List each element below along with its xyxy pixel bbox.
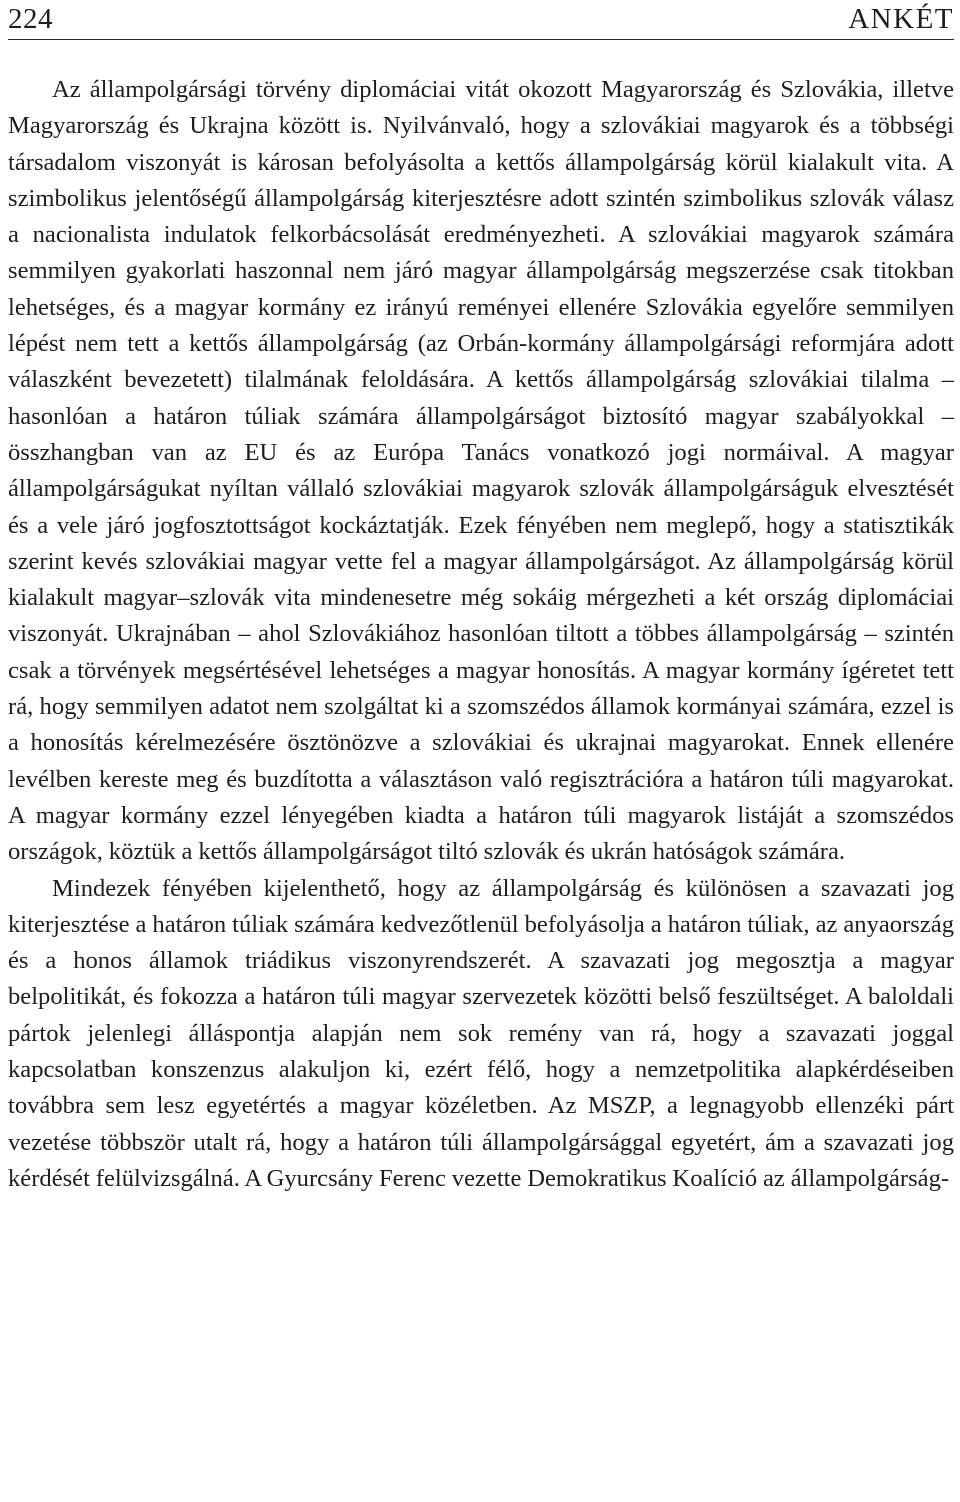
paragraph: Az állampolgársági törvény diplomáciai vitát okozott Magyarország és Szlovákia, illetve Magyarország és Ukrajna között is. Nyilvánvaló, hogy a szlovákiai magyarok és a többségi társadalom viszonyát is károsan befolyásolta a kettős állampolgárság körül kialakult vita. A szimbolikus jelentőségű állampolgárság kiterjesztésre adott szintén szimbolikus szlovák válasz a nacionalista indulatok felkorbácsolását eredményezheti. A szlovákiai magyarok számára semmilyen gyakorlati haszonnal nem járó magyar állampolgárság megszerzése csak titokban lehetséges, és a magyar kormány ez irányú reményei ellenére Szlovákia egyelőre semmilyen lépést nem tett a kettős állampolgárság (az Orbán-kormány állampolgársági reformjára adott válaszként bevezetett) tilalmának feloldására. A kettős állampolgárság szlovákiai tilalma – hasonlóan a határon túliak számára állampolgárságot biztosító magyar szabályokkal – összhangban van az EU és az Európa Tanács vonatkozó jogi normáival. A magyar állampolgárságukat nyíltan vállaló szlovákiai magyarok szlovák állampolgárságuk elvesztését és a vele járó jogfosztottságot kockáztatják. Ezek fényében nem meglepő, hogy a statisztikák szerint kevés szlovákiai magyar vette fel a magyar állampolgárságot. Az állampolgárság körül kialakult magyar–szlovák vita mindenesetre még sokáig mérgezheti a két ország diplomáciai viszonyát. Ukrajnában – ahol Szlovákiához hasonlóan tiltott a többes állampolgárság – szintén csak a törvények megsértésével lehetséges a magyar honosítás. A magyar kormány ígéretet tett rá, hogy semmilyen adatot nem szolgáltat ki a szomszédos államok kormányai számára, ezzel is a honosítás kérelmezésére ösztönözve a szlovákiai és ukrajnai magyarokat. Ennek ellenére levélben kereste meg és buzdította a választáson való regisztrációra a határon túli magyarokat. A magyar kormány ezzel lényegében kiadta a határon túli magyarok listáját a szomszédos országok, köztük a kettős állampolgárságot tiltó szlovák és ukrán hatóságok számára. <box>8 76 954 866</box>
page-number: 224 <box>8 3 53 35</box>
page-header <box>8 0 954 40</box>
body-text <box>8 72 954 1197</box>
running-title: ANKÉT <box>848 3 954 35</box>
paragraph: Mindezek fényében kijelenthető, hogy az állampolgárság és különösen a szavazati jog kiterjesztése a határon túliak számára kedvezőtlenül befolyásolja a határon túliak, az anyaország és a honos államok triádikus viszonyrendszerét. A szavazati jog megosztja a magyar belpolitikát, és fokozza a határon túli magyar szervezetek közötti belső feszültséget. A baloldali pártok jelenlegi álláspontja alapján nem sok remény van rá, hogy a szavazati joggal kapcsolatban konszenzus alakuljon ki, ezért félő, hogy a nemzetpolitika alapkérdéseiben továbbra sem lesz egyetértés a magyar közéletben. Az MSZP, a legnagyobb ellenzéki párt vezetése többször utalt rá, hogy a határon túli állampolgársággal egyetért, ám a szavazati jog kérdését felülvizsgálná. A Gyurcsány Ferenc vezette Demokratikus Koalíció az állampolgárság- <box>8 874 954 1192</box>
